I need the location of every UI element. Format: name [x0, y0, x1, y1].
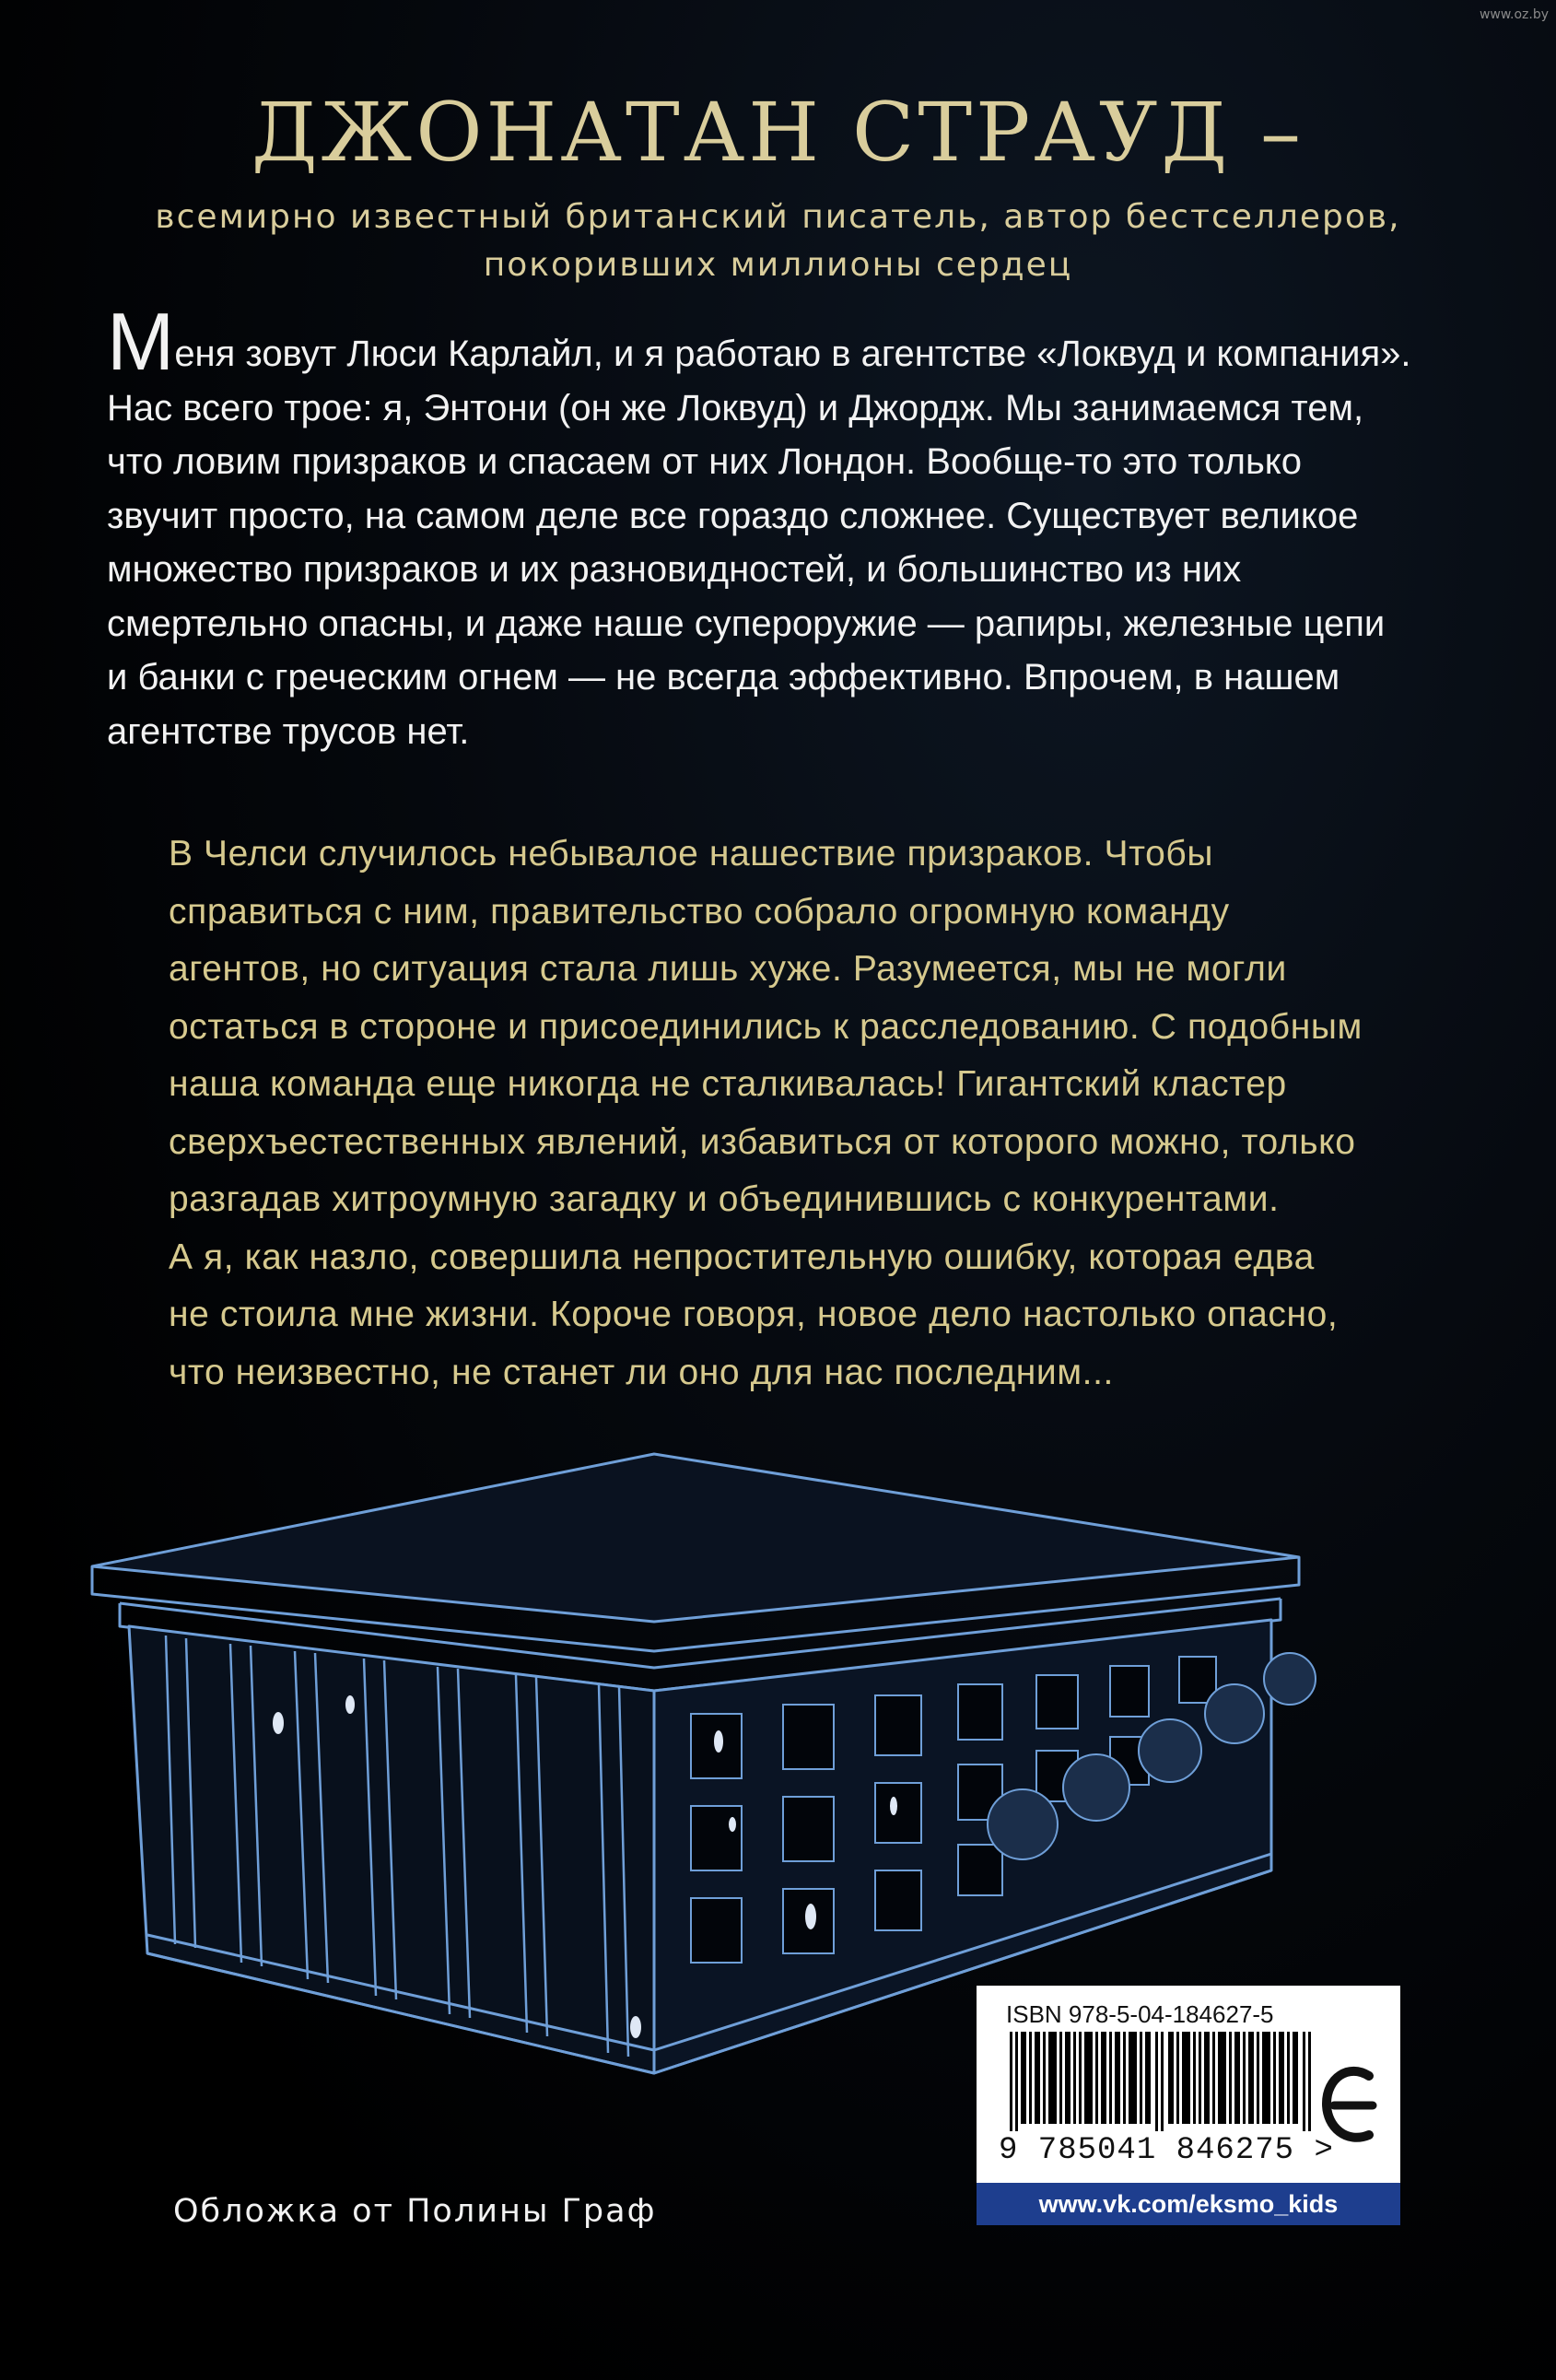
intro-line: что ловим призраков и спасаем от них Лондон. Вообще-то это только — [107, 441, 1302, 482]
isbn-block — [977, 1986, 1400, 2225]
author-subtitle — [0, 193, 1556, 289]
synopsis-line: разгадав хитроумную загадку и объединившись с конкурентами. — [169, 1179, 1280, 1219]
publisher-url[interactable]: www.vk.com/eksmo_kids — [977, 2183, 1400, 2225]
eksmo-logo-icon — [1317, 2059, 1387, 2151]
synopsis-line: В Челси случилось небывалое нашествие призраков. Чтобы — [169, 834, 1213, 873]
synopsis-line: агентов, но ситуация стала лишь хуже. Разумеется, мы не могли — [169, 949, 1287, 989]
synopsis-line: остаться в стороне и присоединились к расследованию. С подобным — [169, 1006, 1363, 1047]
intro-line: множество призраков и их разновидностей, и большинство из них — [107, 549, 1242, 590]
synopsis-line: наша команда еще никогда не сталкивалась! Гигантский кластер — [169, 1064, 1287, 1104]
intro-line: агентстве трусов нет. — [107, 710, 470, 752]
synopsis-paragraph — [169, 826, 1421, 1401]
intro-line: звучит просто, на самом деле все гораздо сложнее. Существует великое — [107, 495, 1359, 536]
subtitle-line: всемирно известный британский писатель, автор бестселлеров, — [155, 198, 1401, 236]
intro-line: смертельно опасны, и даже наше супероружие — рапиры, железные цепи — [107, 603, 1386, 644]
synopsis-line: А я, как назло, совершила непростительную ошибку, которая едва — [169, 1237, 1315, 1277]
synopsis-line: не стоила мне жизни. Короче говоря, новое дело настолько опасно, — [169, 1295, 1339, 1334]
watermark: www.oz.by — [1479, 7, 1549, 22]
cover-credit: Обложка от Полины Граф — [173, 2193, 657, 2230]
synopsis-line: сверхъестественных явлений, избавиться от которого можно, только — [169, 1121, 1356, 1162]
synopsis-line: что неизвестно, не станет ли оно для нас последним... — [169, 1352, 1114, 1392]
intro-paragraph — [107, 296, 1470, 758]
subtitle-line: покоривших миллионы сердец — [483, 246, 1073, 284]
intro-dropcap: М — [107, 296, 175, 387]
isbn-number: ISBN 978-5-04-184627-5 — [1006, 2000, 1274, 2028]
barcode-digits: 9 785041 846275 > — [999, 2133, 1334, 2168]
intro-line: Нас всего трое: я, Энтони (он же Локвуд) и Джордж. Мы занимаемся тем, — [107, 387, 1364, 428]
author-title: ДЖОНАТАН СТРАУД – — [252, 85, 1304, 180]
intro-line — [107, 296, 1470, 387]
intro-line: и банки с греческим огнем — не всегда эффективно. Впрочем, в нашем — [107, 657, 1340, 698]
synopsis-line: справиться с ним, правительство собрало огромную команду — [169, 891, 1230, 932]
barcode-icon — [1010, 2032, 1314, 2131]
intro-line-text: еня зовут Люси Карлайл, и я работаю в агентстве «Локвуд и компания». — [174, 334, 1411, 374]
